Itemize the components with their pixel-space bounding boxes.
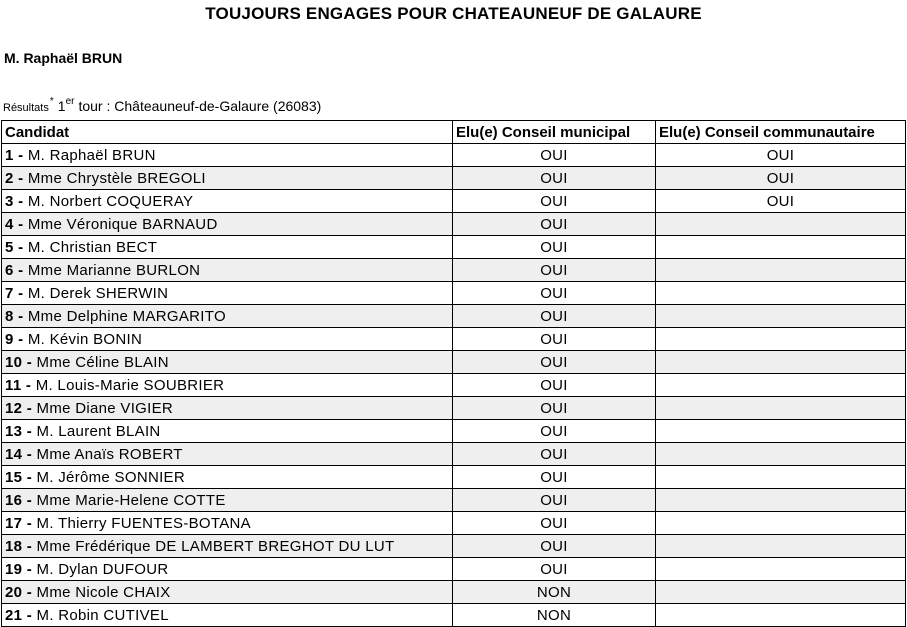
table-row: [2, 443, 906, 466]
municipal-cell: OUI: [453, 351, 656, 374]
candidate-name: Mme Marianne BURLON: [27, 261, 201, 279]
communautaire-cell: [656, 236, 906, 259]
candidate-number: 2 -: [5, 169, 24, 187]
candidate-number: 15 -: [5, 468, 33, 486]
municipal-cell: OUI: [453, 259, 656, 282]
candidate-number: 16 -: [5, 491, 33, 509]
candidate-name: M. Raphaël BRUN: [27, 146, 156, 164]
list-title: TOUJOURS ENGAGES POUR CHATEAUNEUF DE GALAURE: [205, 4, 702, 23]
table-row: [2, 328, 906, 351]
communautaire-cell: [656, 512, 906, 535]
results-caption: [3, 96, 321, 119]
municipal-cell: OUI: [453, 397, 656, 420]
candidate-number: 3 -: [5, 192, 24, 210]
candidate-cell: [2, 420, 453, 443]
communautaire-cell: [656, 443, 906, 466]
municipal-cell: OUI: [453, 466, 656, 489]
header-communautaire: Elu(e) Conseil communautaire: [656, 121, 906, 144]
communautaire-cell: [656, 558, 906, 581]
candidate-number: 8 -: [5, 307, 24, 325]
candidate-name: M. Laurent BLAIN: [36, 422, 161, 440]
candidate-cell: [2, 558, 453, 581]
table-row: [2, 213, 906, 236]
table-row: [2, 420, 906, 443]
municipal-cell: NON: [453, 604, 656, 627]
candidate-number: 10 -: [5, 353, 33, 371]
communautaire-cell: [656, 328, 906, 351]
round-suffix: er: [65, 96, 75, 107]
municipal-cell: OUI: [453, 282, 656, 305]
results-label: Résultats: [3, 102, 49, 114]
candidate-name: Mme Diane VIGIER: [36, 399, 174, 417]
municipal-cell: OUI: [453, 167, 656, 190]
candidate-name: Mme Céline BLAIN: [36, 353, 169, 371]
candidate-number: 18 -: [5, 537, 33, 555]
candidate-name: Mme Véronique BARNAUD: [27, 215, 218, 233]
table-row: [2, 236, 906, 259]
candidate-name: Mme Frédérique DE LAMBERT BREGHOT DU LUT: [36, 537, 395, 555]
table-row: [2, 604, 906, 627]
municipal-cell: OUI: [453, 489, 656, 512]
municipal-cell: OUI: [453, 558, 656, 581]
table-row: [2, 167, 906, 190]
candidate-cell: [2, 535, 453, 558]
municipal-cell: OUI: [453, 535, 656, 558]
header-municipal: Elu(e) Conseil municipal: [453, 121, 656, 144]
communautaire-cell: OUI: [656, 167, 906, 190]
candidate-cell: [2, 351, 453, 374]
candidate-cell: [2, 282, 453, 305]
candidate-cell: [2, 305, 453, 328]
communautaire-cell: OUI: [656, 144, 906, 167]
municipal-cell: OUI: [453, 443, 656, 466]
table-row: [2, 144, 906, 167]
candidate-name: Mme Marie-Helene COTTE: [36, 491, 226, 509]
table-header-row: [2, 121, 906, 144]
table-row: [2, 466, 906, 489]
candidate-number: 1 -: [5, 146, 24, 164]
municipal-cell: OUI: [453, 236, 656, 259]
candidate-number: 17 -: [5, 514, 33, 532]
candidate-name: Mme Nicole CHAIX: [36, 583, 171, 601]
candidate-number: 7 -: [5, 284, 24, 302]
table-row: [2, 374, 906, 397]
communautaire-cell: [656, 374, 906, 397]
candidate-name: M. Thierry FUENTES-BOTANA: [36, 514, 251, 532]
table-row: [2, 305, 906, 328]
communautaire-cell: [656, 305, 906, 328]
candidate-name: M. Dylan DUFOUR: [36, 560, 169, 578]
candidate-name: M. Derek SHERWIN: [27, 284, 169, 302]
communautaire-cell: [656, 535, 906, 558]
communautaire-cell: [656, 351, 906, 374]
round-text: tour : Châteauneuf-de-Galaure (26083): [78, 98, 322, 114]
communautaire-cell: OUI: [656, 190, 906, 213]
candidate-number: 13 -: [5, 422, 33, 440]
candidate-number: 20 -: [5, 583, 33, 601]
communautaire-cell: [656, 489, 906, 512]
table-row: [2, 489, 906, 512]
candidate-cell: [2, 489, 453, 512]
table-row: [2, 282, 906, 305]
candidate-cell: [2, 144, 453, 167]
candidate-number: 14 -: [5, 445, 33, 463]
candidate-number: 19 -: [5, 560, 33, 578]
table-row: [2, 535, 906, 558]
table-row: [2, 190, 906, 213]
candidate-cell: [2, 443, 453, 466]
candidate-number: 9 -: [5, 330, 24, 348]
results-table: [1, 120, 906, 627]
candidate-name: Mme Delphine MARGARITO: [27, 307, 226, 325]
candidate-number: 11 -: [5, 376, 32, 394]
municipal-cell: OUI: [453, 190, 656, 213]
table-row: [2, 351, 906, 374]
communautaire-cell: [656, 282, 906, 305]
municipal-cell: NON: [453, 581, 656, 604]
table-row: [2, 581, 906, 604]
communautaire-cell: [656, 397, 906, 420]
candidate-cell: [2, 466, 453, 489]
candidate-number: 21 -: [5, 606, 33, 624]
candidate-number: 12 -: [5, 399, 33, 417]
header-candidat: Candidat: [2, 121, 453, 144]
candidate-name: M. Robin CUTIVEL: [36, 606, 169, 624]
municipal-cell: OUI: [453, 305, 656, 328]
candidate-name: M. Jérôme SONNIER: [36, 468, 185, 486]
candidate-cell: [2, 167, 453, 190]
candidate-number: 4 -: [5, 215, 24, 233]
municipal-cell: OUI: [453, 213, 656, 236]
candidate-number: 5 -: [5, 238, 24, 256]
communautaire-cell: [656, 604, 906, 627]
table-body: [2, 144, 906, 627]
candidate-cell: [2, 581, 453, 604]
candidate-name: M. Norbert COQUERAY: [27, 192, 194, 210]
candidate-name: M. Kévin BONIN: [27, 330, 143, 348]
candidate-name: M. Christian BECT: [27, 238, 158, 256]
municipal-cell: OUI: [453, 374, 656, 397]
communautaire-cell: [656, 466, 906, 489]
tete-de-liste: M. Raphaël BRUN: [4, 50, 123, 66]
candidate-name: Mme Chrystèle BREGOLI: [27, 169, 206, 187]
communautaire-cell: [656, 259, 906, 282]
municipal-cell: OUI: [453, 512, 656, 535]
municipal-cell: OUI: [453, 328, 656, 351]
communautaire-cell: [656, 581, 906, 604]
candidate-cell: [2, 397, 453, 420]
table-row: [2, 259, 906, 282]
table-row: [2, 397, 906, 420]
table-row: [2, 512, 906, 535]
results-asterisk: *: [49, 96, 54, 107]
candidate-cell: [2, 328, 453, 351]
municipal-cell: OUI: [453, 420, 656, 443]
communautaire-cell: [656, 213, 906, 236]
candidate-cell: [2, 213, 453, 236]
candidate-cell: [2, 604, 453, 627]
round-number: 1: [57, 98, 66, 114]
candidate-number: 6 -: [5, 261, 24, 279]
candidate-cell: [2, 236, 453, 259]
communautaire-cell: [656, 420, 906, 443]
candidate-cell: [2, 190, 453, 213]
candidate-cell: [2, 374, 453, 397]
candidate-name: M. Louis-Marie SOUBRIER: [35, 376, 225, 394]
candidate-cell: [2, 512, 453, 535]
municipal-cell: OUI: [453, 144, 656, 167]
candidate-name: Mme Anaïs ROBERT: [36, 445, 183, 463]
candidate-cell: [2, 259, 453, 282]
table-row: [2, 558, 906, 581]
